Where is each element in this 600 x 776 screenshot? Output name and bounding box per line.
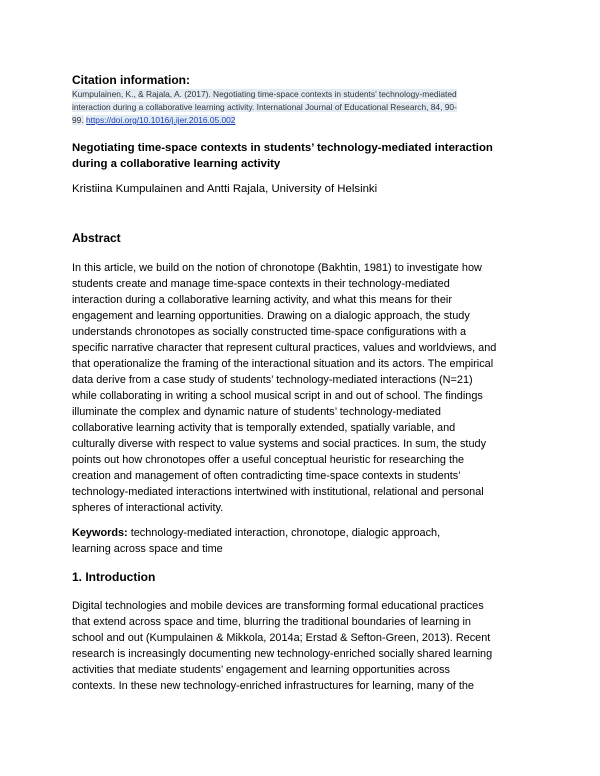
abstract-line: students create and manage time-space contexts in their technology-mediated (72, 278, 450, 290)
abstract-line: interaction during a collaborative learning activity, and what this means for their (72, 294, 452, 306)
keywords-label: Keywords: (72, 527, 128, 539)
intro-line: contexts. In these new technology-enriched infrastructures for learning, many of the (72, 680, 474, 692)
title-line: Negotiating time-space contexts in students’ technology-mediated interaction (72, 142, 493, 154)
title-line: during a collaborative learning activity (72, 158, 281, 170)
abstract-line: that operationalize the framing of the interactional situation and its actors. The empirical (72, 358, 494, 370)
abstract-line: data derive from a case study of students’ technology-mediated interactions (N=21) (72, 374, 473, 386)
citation-line: Kumpulainen, K., & Rajala, A. (2017). Negotiating time-space contexts in students’ technology-mediated (72, 89, 457, 99)
intro-line: school and out (Kumpulainen & Mikkola, 2014a; Erstad & Sefton-Green, 2013). Recent (72, 632, 491, 644)
intro-line: research is increasingly documenting new technology-enriched socially shared learning (72, 648, 493, 660)
citation-heading: Citation information: (72, 73, 190, 87)
abstract-line: specific narrative character that represent cultural practices, values and worldviews, and (72, 342, 497, 354)
abstract-line: points out how chronotopes offer a useful conceptual heuristic for researching the (72, 454, 465, 466)
paper-title (72, 140, 530, 172)
introduction-body (72, 598, 544, 694)
doi-link[interactable]: https://doi.org/10.1016/j.ijer.2016.05.002 (85, 115, 236, 125)
authors: Kristiina Kumpulainen and Antti Rajala, University of Helsinki (72, 183, 378, 195)
abstract-line: culturally diverse with respect to value systems and social practices. In sum, the study (72, 438, 487, 450)
abstract-line: In this article, we build on the notion of chronotope (Bakhtin, 1981) to investigate how (72, 262, 482, 274)
intro-line: Digital technologies and mobile devices are transforming formal educational practices (72, 600, 484, 612)
keywords (72, 525, 544, 557)
abstract-body (72, 260, 544, 516)
abstract-line: while collaborating in writing a school musical script in and out of school. The findings (72, 390, 483, 402)
abstract-line: understands chronotopes as socially constructed time-space configurations with a (72, 326, 467, 338)
citation-line: interaction during a collaborative learning activity. International Journal of Educational Research, 84, 90- (72, 102, 457, 112)
keywords-line: learning across space and time (72, 543, 223, 555)
intro-line: that extend across space and time, blurring the traditional boundaries of learning in (72, 616, 471, 628)
abstract-line: spheres of interactional activity. (72, 502, 224, 514)
abstract-line: illuminate the complex and dynamic nature of students’ technology-mediated (72, 406, 441, 418)
intro-line: activities that mediate students’ engagement and learning opportunities across (72, 664, 450, 676)
abstract-line: collaborative learning activity that is temporally extended, spatially variable, and (72, 422, 456, 434)
keywords-line: technology-mediated interaction, chronotope, dialogic approach, (130, 527, 441, 539)
abstract-heading: Abstract (72, 231, 121, 245)
abstract-line: creation and management of often contradicting time-space contexts in students’ (72, 470, 461, 482)
citation-pages: 99. (72, 115, 84, 125)
citation-block (72, 88, 538, 127)
introduction-heading: 1. Introduction (72, 570, 156, 584)
abstract-line: engagement and learning opportunities. Drawing on a dialogic approach, the study (72, 310, 470, 322)
abstract-line: technology-mediated interactions intertwined with institutional, relational and personal (72, 486, 484, 498)
